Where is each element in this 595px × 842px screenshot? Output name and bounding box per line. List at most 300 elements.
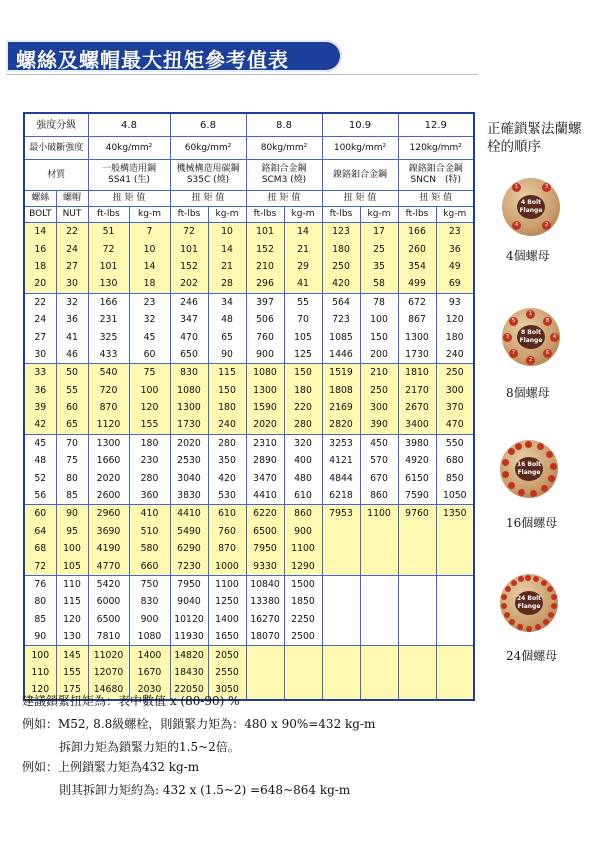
flange-label: 4 Bolt Flange — [517, 195, 545, 219]
bolt-size-cell: 48 — [24, 452, 56, 469]
nut-size-cell: 70 — [56, 434, 88, 452]
material-name: 鎳鉻鉬合金鋼 — [408, 164, 463, 174]
torque-value-cell: 2600 — [88, 487, 129, 505]
bolt-size-cell: 36 — [24, 382, 56, 399]
table-body — [24, 223, 474, 700]
torque-value-cell: 5420 — [88, 575, 129, 593]
torque-value-cell: 55 — [284, 293, 322, 311]
nut-size-cell: 46 — [56, 346, 88, 364]
torque-value-cell: 180 — [436, 328, 474, 345]
torque-value-cell: 1300 — [170, 399, 208, 416]
torque-value-cell — [322, 540, 360, 557]
torque-value-cell: 115 — [208, 364, 246, 382]
grade-label: 強度分級 — [24, 113, 88, 137]
bolt-size-cell: 76 — [24, 575, 56, 593]
torque-value-cell — [322, 593, 360, 610]
title-rule — [6, 74, 478, 75]
torque-value-cell: 18070 — [246, 628, 284, 646]
material-code: SNCN (特) — [410, 175, 462, 185]
torque-value-cell: 130 — [88, 275, 129, 293]
torque-value-cell: 280 — [284, 416, 322, 434]
torque-value-cell: 28 — [208, 275, 246, 293]
torque-value-cell: 101 — [246, 223, 284, 241]
torque-value-cell: 6290 — [170, 540, 208, 557]
torque-value-cell: 152 — [170, 258, 208, 275]
nut-size-cell: 175 — [56, 681, 88, 699]
table-row — [24, 293, 474, 311]
torque-value-cell: 155 — [129, 416, 170, 434]
table-row — [24, 593, 474, 610]
torque-value-cell: 4770 — [88, 557, 129, 575]
torque-value-cell: 120 — [436, 311, 474, 328]
torque-value-cell — [398, 628, 436, 646]
torque-value-cell: 1650 — [208, 628, 246, 646]
torque-value-cell: 10 — [208, 223, 246, 241]
torque-value-cell — [360, 664, 398, 681]
torque-value-cell: 6000 — [88, 593, 129, 610]
torque-value-cell: 7810 — [88, 628, 129, 646]
torque-value-cell: 1100 — [208, 575, 246, 593]
torque-value-cell: 2169 — [322, 399, 360, 416]
torque-value-cell: 231 — [88, 311, 129, 328]
torque-value-cell: 23 — [436, 223, 474, 241]
table-row — [24, 416, 474, 434]
torque-value-cell: 450 — [360, 434, 398, 452]
torque-value-cell: 78 — [360, 293, 398, 311]
torque-value-cell: 25 — [360, 240, 398, 257]
nut-size-cell: 110 — [56, 575, 88, 593]
torque-label: 扭 矩 值 — [170, 191, 246, 207]
torque-value-cell: 6500 — [88, 611, 129, 628]
torque-value-cell: 2250 — [284, 611, 322, 628]
unit-ftlbs: ft-lbs — [170, 207, 208, 223]
torque-value-cell: 101 — [170, 240, 208, 257]
torque-value-cell: 105 — [284, 328, 322, 345]
bolt-size-cell: 68 — [24, 540, 56, 557]
flange-label: 8 Bolt Flange — [517, 325, 545, 349]
strength-value: 120kg/mm² — [398, 137, 474, 160]
torque-value-cell — [398, 575, 436, 593]
torque-value-cell: 250 — [436, 364, 474, 382]
unit-kgm: kg-m — [360, 207, 398, 223]
torque-value-cell: 125 — [284, 346, 322, 364]
torque-value-cell — [436, 628, 474, 646]
torque-value-cell: 230 — [129, 452, 170, 469]
torque-value-cell: 9040 — [170, 593, 208, 610]
torque-value-cell: 2550 — [208, 664, 246, 681]
title-banner — [6, 40, 342, 72]
torque-value-cell: 75 — [129, 364, 170, 382]
table-row — [24, 523, 474, 540]
note-line-4: 例如：上例鎖緊力矩為432 kg-m — [22, 760, 200, 774]
torque-value-cell: 550 — [436, 434, 474, 452]
bolt-size-cell: 20 — [24, 275, 56, 293]
torque-value-cell: 870 — [208, 540, 246, 557]
torque-value-cell: 49 — [436, 258, 474, 275]
torque-value-cell — [398, 681, 436, 699]
torque-value-cell: 1400 — [208, 611, 246, 628]
torque-value-cell: 347 — [170, 311, 208, 328]
torque-label: 扭 矩 值 — [88, 191, 170, 207]
torque-value-cell: 10120 — [170, 611, 208, 628]
torque-value-cell: 2050 — [208, 646, 246, 664]
torque-value-cell — [322, 575, 360, 593]
table-row — [24, 399, 474, 416]
strength-value: 80kg/mm² — [246, 137, 322, 160]
flange-caption: 8個螺母 — [506, 386, 550, 400]
torque-value-cell: 397 — [246, 293, 284, 311]
torque-value-cell: 21 — [208, 258, 246, 275]
flange-caption: 24個螺母 — [506, 649, 558, 663]
torque-value-cell — [436, 575, 474, 593]
torque-value-cell: 7230 — [170, 557, 208, 575]
unit-ftlbs: ft-lbs — [322, 207, 360, 223]
torque-value-cell — [436, 611, 474, 628]
bolt-size-cell: 42 — [24, 416, 56, 434]
unit-ftlbs: ft-lbs — [246, 207, 284, 223]
torque-value-cell — [398, 523, 436, 540]
torque-value-cell: 1500 — [284, 575, 322, 593]
table-row — [24, 611, 474, 628]
torque-value-cell: 70 — [284, 311, 322, 328]
torque-value-cell: 1100 — [360, 505, 398, 523]
torque-value-cell — [436, 557, 474, 575]
table-row — [24, 487, 474, 505]
torque-value-cell: 570 — [360, 452, 398, 469]
torque-value-cell: 220 — [284, 399, 322, 416]
torque-value-cell: 14820 — [170, 646, 208, 664]
flange-caption: 4個螺母 — [506, 249, 550, 263]
torque-value-cell: 296 — [246, 275, 284, 293]
torque-value-cell: 867 — [398, 311, 436, 328]
torque-value-cell: 1080 — [129, 628, 170, 646]
torque-value-cell: 3690 — [88, 523, 129, 540]
torque-value-cell: 1730 — [170, 416, 208, 434]
torque-value-cell — [436, 664, 474, 681]
grade-header: 10.9 — [322, 113, 398, 137]
bolt-size-cell: 24 — [24, 311, 56, 328]
torque-value-cell: 72 — [170, 223, 208, 241]
torque-value-cell — [360, 611, 398, 628]
table-row — [24, 364, 474, 382]
torque-value-cell — [246, 646, 284, 664]
torque-value-cell: 1519 — [322, 364, 360, 382]
unit-kgm: kg-m — [129, 207, 170, 223]
torque-value-cell: 32 — [129, 311, 170, 328]
torque-value-cell — [322, 681, 360, 699]
torque-value-cell: 18 — [129, 275, 170, 293]
torque-value-cell: 506 — [246, 311, 284, 328]
torque-value-cell — [436, 681, 474, 699]
torque-value-cell: 45 — [129, 328, 170, 345]
bolt-size-cell: 33 — [24, 364, 56, 382]
torque-value-cell — [398, 611, 436, 628]
torque-value-cell: 850 — [436, 469, 474, 486]
torque-value-cell: 14680 — [88, 681, 129, 699]
torque-value-cell: 13380 — [246, 593, 284, 610]
bolt-size-cell: 39 — [24, 399, 56, 416]
material-name: 機械構造用碳鋼 — [176, 164, 240, 174]
unit-ftlbs: ft-lbs — [88, 207, 129, 223]
flange-label: 24 Bolt Flange — [515, 591, 543, 615]
torque-value-cell — [436, 540, 474, 557]
torque-value-cell: 830 — [129, 593, 170, 610]
torque-value-cell: 325 — [88, 328, 129, 345]
torque-value-cell — [322, 664, 360, 681]
strength-label: 最小破斷強度 — [24, 137, 88, 160]
torque-value-cell: 14 — [208, 240, 246, 257]
torque-value-cell: 48 — [208, 311, 246, 328]
torque-value-cell: 10840 — [246, 575, 284, 593]
torque-value-cell — [322, 646, 360, 664]
bolt-size-cell: 56 — [24, 487, 56, 505]
unit-kgm: kg-m — [284, 207, 322, 223]
torque-value-cell: 210 — [360, 364, 398, 382]
grade-header: 6.8 — [170, 113, 246, 137]
grade-header: 12.9 — [398, 113, 474, 137]
torque-table — [23, 112, 471, 701]
material-name: 一般構造用鋼 — [101, 164, 156, 174]
note-line-5: 則其拆卸力矩約為: 432 x (1.5~2) =648~864 kg-m — [59, 783, 351, 797]
torque-value-cell: 23 — [129, 293, 170, 311]
torque-value-cell: 300 — [360, 399, 398, 416]
torque-value-cell: 34 — [208, 293, 246, 311]
torque-value-cell — [284, 646, 322, 664]
torque-value-cell — [246, 664, 284, 681]
torque-value-cell: 200 — [360, 346, 398, 364]
torque-value-cell: 69 — [436, 275, 474, 293]
torque-value-cell: 900 — [246, 346, 284, 364]
torque-value-cell — [284, 664, 322, 681]
nut-size-cell: 55 — [56, 382, 88, 399]
torque-value-cell: 2030 — [129, 681, 170, 699]
torque-value-cell: 300 — [436, 382, 474, 399]
torque-value-cell — [398, 540, 436, 557]
torque-label: 扭 矩 值 — [398, 191, 474, 207]
torque-value-cell: 1590 — [246, 399, 284, 416]
torque-value-cell: 150 — [208, 382, 246, 399]
torque-value-cell: 610 — [208, 505, 246, 523]
torque-value-cell: 1810 — [398, 364, 436, 382]
torque-value-cell — [360, 540, 398, 557]
bolt-size-cell: 45 — [24, 434, 56, 452]
torque-value-cell — [436, 646, 474, 664]
torque-value-cell: 1000 — [208, 557, 246, 575]
nut-size-cell: 145 — [56, 646, 88, 664]
torque-value-cell: 150 — [284, 364, 322, 382]
flange-16-bolt-image — [500, 440, 558, 498]
torque-value-cell: 18430 — [170, 664, 208, 681]
torque-value-cell: 6500 — [246, 523, 284, 540]
torque-value-cell: 180 — [208, 399, 246, 416]
torque-value-cell: 6220 — [246, 505, 284, 523]
torque-value-cell: 11020 — [88, 646, 129, 664]
material-name: 鉻鉬合金鋼 — [261, 164, 307, 174]
bolt-size-cell: 120 — [24, 681, 56, 699]
nut-size-cell: 80 — [56, 469, 88, 486]
torque-value-cell — [398, 593, 436, 610]
torque-value-cell: 202 — [170, 275, 208, 293]
torque-value-cell: 1300 — [398, 328, 436, 345]
torque-value-cell: 3050 — [208, 681, 246, 699]
torque-label: 扭 矩 值 — [246, 191, 322, 207]
torque-value-cell — [360, 646, 398, 664]
torque-value-cell: 17 — [360, 223, 398, 241]
torque-value-cell: 420 — [322, 275, 360, 293]
torque-value-cell: 280 — [208, 434, 246, 452]
torque-value-cell: 180 — [322, 240, 360, 257]
torque-value-cell: 3980 — [398, 434, 436, 452]
torque-value-cell: 7590 — [398, 487, 436, 505]
torque-value-cell: 499 — [398, 275, 436, 293]
torque-value-cell: 100 — [129, 382, 170, 399]
flange-caption: 16個螺母 — [506, 516, 558, 530]
table-row — [24, 382, 474, 399]
torque-value-cell: 672 — [398, 293, 436, 311]
torque-value-cell: 2500 — [284, 628, 322, 646]
torque-value-cell: 2170 — [398, 382, 436, 399]
torque-value-cell: 123 — [322, 223, 360, 241]
strength-value: 100kg/mm² — [322, 137, 398, 160]
nut-size-cell: 30 — [56, 275, 88, 293]
torque-value-cell: 250 — [360, 382, 398, 399]
table-row — [24, 628, 474, 646]
torque-value-cell — [436, 523, 474, 540]
torque-value-cell: 610 — [284, 487, 322, 505]
torque-value-cell: 240 — [208, 416, 246, 434]
grade-header: 4.8 — [88, 113, 170, 137]
grade-header: 8.8 — [246, 113, 322, 137]
table-row — [24, 275, 474, 293]
torque-value-cell: 370 — [436, 399, 474, 416]
torque-value-cell: 650 — [170, 346, 208, 364]
torque-value-cell: 3470 — [246, 469, 284, 486]
table-row — [24, 223, 474, 241]
material-cell — [170, 160, 246, 191]
torque-value-cell: 9330 — [246, 557, 284, 575]
torque-value-cell: 22050 — [170, 681, 208, 699]
nut-code: NUT — [56, 207, 88, 223]
material-code: SCM3 (燒) — [261, 175, 307, 185]
side-title: 正確鎖緊法蘭螺栓的順序 — [487, 121, 582, 155]
flange-4-bolt-image: 4 Bolt Flange 1 3 4 2 — [502, 178, 560, 236]
torque-value-cell — [360, 575, 398, 593]
table-row — [24, 346, 474, 364]
bolt-size-cell: 27 — [24, 328, 56, 345]
table-row — [24, 258, 474, 275]
material-cell — [322, 160, 398, 191]
nut-size-cell: 32 — [56, 293, 88, 311]
torque-value-cell: 5490 — [170, 523, 208, 540]
nut-size-cell: 24 — [56, 240, 88, 257]
torque-value-cell: 390 — [360, 416, 398, 434]
material-name: 鎳鉻鉬合金鋼 — [333, 169, 388, 180]
torque-value-cell: 1100 — [284, 540, 322, 557]
torque-value-cell: 60 — [129, 346, 170, 364]
nut-size-cell: 100 — [56, 540, 88, 557]
nut-size-cell: 105 — [56, 557, 88, 575]
nut-size-cell: 120 — [56, 611, 88, 628]
page-title: 螺絲及螺帽最大扭矩參考值表 — [16, 48, 289, 72]
bolt-size-cell: 90 — [24, 628, 56, 646]
torque-value-cell: 58 — [360, 275, 398, 293]
table-row — [24, 240, 474, 257]
torque-value-cell: 1660 — [88, 452, 129, 469]
torque-value-cell: 65 — [208, 328, 246, 345]
note-line-3: 拆卸力矩為鎖緊力矩的1.5~2倍。 — [59, 740, 240, 754]
torque-value-cell: 564 — [322, 293, 360, 311]
torque-value-cell: 14 — [129, 258, 170, 275]
torque-value-cell: 7950 — [170, 575, 208, 593]
torque-value-cell: 470 — [170, 328, 208, 345]
torque-value-cell: 860 — [360, 487, 398, 505]
torque-value-cell: 72 — [88, 240, 129, 257]
torque-value-cell: 35 — [360, 258, 398, 275]
torque-value-cell: 2670 — [398, 399, 436, 416]
torque-value-cell: 3400 — [398, 416, 436, 434]
nut-size-cell: 155 — [56, 664, 88, 681]
torque-value-cell: 6150 — [398, 469, 436, 486]
torque-value-cell: 2020 — [246, 416, 284, 434]
material-cell — [88, 160, 170, 191]
torque-value-cell — [436, 593, 474, 610]
material-code: SS41 (生) — [108, 175, 150, 185]
flange-8-bolt-image: 8 Bolt Flange 1 8 4 6 2 7 3 5 — [502, 308, 560, 366]
nut-size-cell: 95 — [56, 523, 88, 540]
material-cell — [246, 160, 322, 191]
torque-value-cell: 660 — [129, 557, 170, 575]
torque-value-cell: 2960 — [88, 505, 129, 523]
torque-value-cell: 1350 — [436, 505, 474, 523]
torque-value-cell: 760 — [246, 328, 284, 345]
torque-value-cell: 4410 — [246, 487, 284, 505]
torque-value-cell: 3253 — [322, 434, 360, 452]
torque-value-cell: 320 — [284, 434, 322, 452]
torque-value-cell: 150 — [360, 328, 398, 345]
note-line-1: 建議鎖緊扭矩為：表中數值 x (80-90) % — [22, 694, 240, 708]
torque-value-cell: 1080 — [170, 382, 208, 399]
torque-value-cell: 2820 — [322, 416, 360, 434]
nut-size-cell: 90 — [56, 505, 88, 523]
torque-value-cell: 830 — [170, 364, 208, 382]
nut-size-cell: 60 — [56, 399, 88, 416]
torque-value-cell: 11930 — [170, 628, 208, 646]
torque-value-cell — [322, 557, 360, 575]
torque-value-cell: 400 — [284, 452, 322, 469]
bolt-size-cell: 72 — [24, 557, 56, 575]
bolt-size-cell: 52 — [24, 469, 56, 486]
torque-value-cell: 21 — [284, 240, 322, 257]
table-row — [24, 664, 474, 681]
torque-value-cell: 10 — [129, 240, 170, 257]
table-row — [24, 469, 474, 486]
bolt-code: BOLT — [24, 207, 56, 223]
torque-value-cell: 51 — [88, 223, 129, 241]
nut-size-cell: 50 — [56, 364, 88, 382]
torque-value-cell: 1290 — [284, 557, 322, 575]
bolt-size-cell: 85 — [24, 611, 56, 628]
torque-value-cell: 900 — [284, 523, 322, 540]
torque-value-cell: 360 — [129, 487, 170, 505]
torque-value-cell: 580 — [129, 540, 170, 557]
material-label: 材質 — [24, 160, 88, 191]
torque-value-cell: 1300 — [246, 382, 284, 399]
table-row — [24, 452, 474, 469]
torque-value-cell: 670 — [360, 469, 398, 486]
torque-value-cell: 16270 — [246, 611, 284, 628]
torque-label: 扭 矩 值 — [322, 191, 398, 207]
torque-value-cell: 1120 — [88, 416, 129, 434]
